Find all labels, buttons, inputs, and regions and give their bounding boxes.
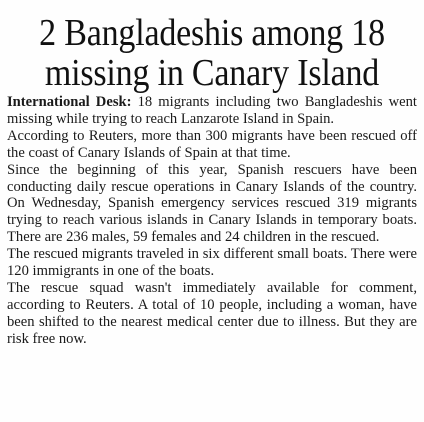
paragraph-text: 18 migrants including two Bangladeshis went missing while trying to reach Lanzarote Island in Spain.	[7, 94, 417, 127]
headline-line-2: missing in Canary Island	[44, 52, 380, 95]
headline-line-1: 2 Bangladeshis among 18	[39, 12, 385, 54]
headline	[0, 0, 424, 94]
article-paragraph-5: The rescue squad wasn't immediately available for comment, according to Reuters. A total of 10 people, including a woman, have been shifted to the nearest medical center due to illness. But they are risk free now.	[7, 279, 417, 347]
article-paragraph-2: According to Reuters, more than 300 migrants have been rescued off the coast of Canary Islands of Spain at that time.	[7, 127, 417, 161]
article-paragraph-4: The rescued migrants traveled in six different small boats. There were 120 immigrants in one of the boats.	[7, 246, 417, 280]
dateline: International Desk:	[7, 94, 132, 110]
article-body	[7, 94, 417, 348]
article-paragraph-1	[7, 94, 417, 128]
article-paragraph-3: Since the beginning of this year, Spanish rescuers have been conducting daily rescue operations in Canary Islands of the country. On Wednesday, Spanish emergency services rescued 319 migrants trying to reach various islands in Canary Islands in temporary boats. There are 236 males, 59 females and 24 children in the rescued.	[7, 161, 417, 246]
